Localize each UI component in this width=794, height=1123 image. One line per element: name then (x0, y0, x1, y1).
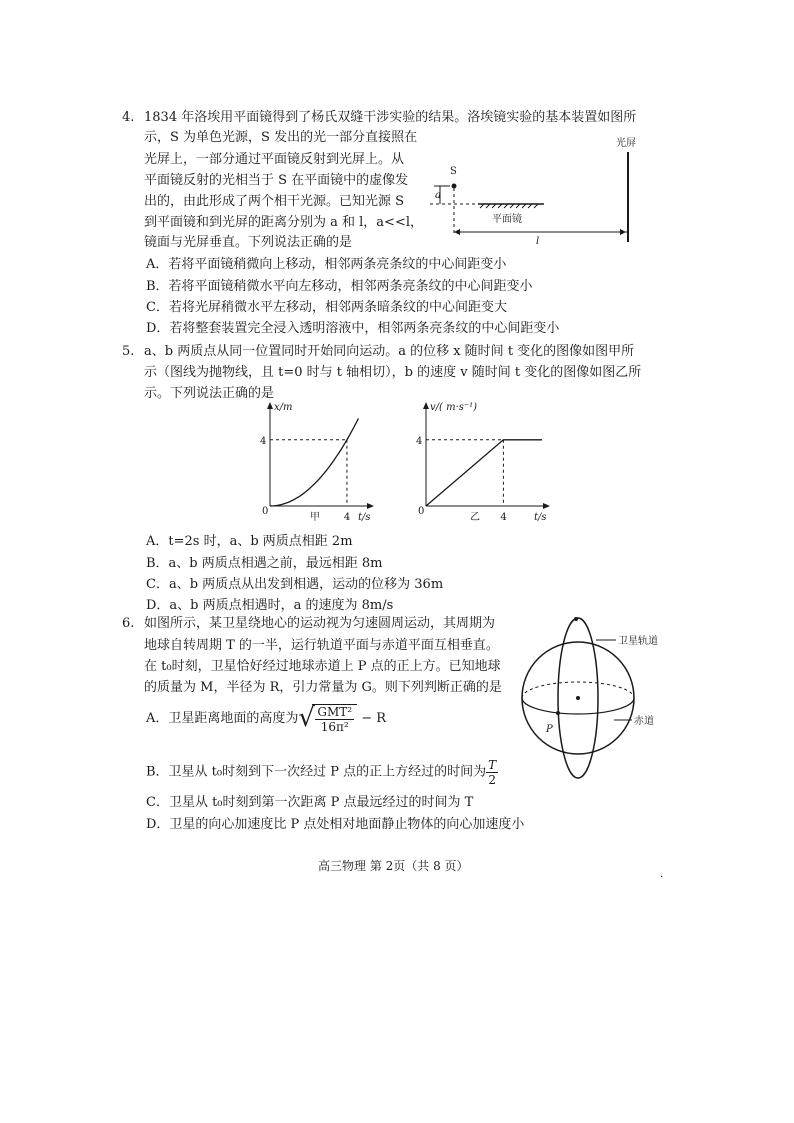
equator-back (522, 682, 634, 698)
q6-text-line4: 的质量为 M，半径为 R，引力常量为 G。则下列判断正确的是 (144, 680, 502, 695)
point-p-dot (556, 711, 560, 715)
chart-jia-origin: 0 (262, 506, 269, 517)
q6-option-a-numerator: GMT² (317, 705, 353, 719)
q4-number: 4. (122, 110, 135, 125)
corner-mark: · (660, 872, 664, 883)
chart-yi-ylabel: v/( m·s⁻¹) (430, 402, 478, 413)
page-footer: 高三物理 第 2页（共 8 页） (318, 859, 469, 873)
chart-yi-xlabel: t/s (534, 512, 547, 523)
q6-option-d: D．卫星的向心加速度比 P 点处相对地面静止物体的向心加速度小 (146, 817, 525, 832)
point-p-label: P (546, 724, 553, 735)
l-arrow-left (454, 229, 460, 235)
chart-yi-caption: 乙 (470, 512, 480, 523)
q6-text-line2: 地球自转周期 T 的一半，运行轨道平面与赤道平面互相垂直。 (144, 638, 499, 653)
chart0-series-line (270, 418, 359, 506)
screen-label: 光屏 (616, 138, 636, 149)
q6-text-line3: 在 t₀时刻，卫星恰好经过地球赤道上 P 点的正上方。已知地球 (144, 659, 501, 674)
mirror-label: 平面镜 (492, 214, 522, 225)
satellite-dot (574, 617, 578, 621)
q4-text-line5: 出的，由此形成了两个相干光源。已知光源 S (144, 194, 405, 209)
sqrt-expression: √ $\frac{\text{GMT²}}{\text{16π²}}$ (298, 704, 357, 734)
q4-option-b: B．若将平面镜稍微水平向左移动，相邻两条亮条纹的中心间距变小 (146, 279, 533, 294)
q4-text-line4: 平面镜反射的光相当于 S 在平面镜中的虚像发 (144, 173, 409, 188)
chart-yi-y-arrow (423, 402, 429, 409)
q4-text-line7: 镜面与光屏垂直。下列说法正确的是 (144, 235, 353, 250)
chart-jia-y-arrow (267, 402, 273, 409)
q4-option-a: A．若将平面镜稍微向上移动，相邻两条亮条纹的中心间距变小 (146, 257, 507, 272)
chart1-x-tick-label: 4 (500, 512, 507, 523)
q6-option-a-prefix: A．卫星距离地面的高度为 (146, 711, 299, 726)
source-dot (452, 184, 457, 189)
q5-text-line3: 示。下列说法正确的是 (144, 386, 275, 401)
q5-option-c: C．a、b 两质点从出发到相遇，运动的位移为 36m (146, 577, 444, 592)
q6-option-b-denominator: 2 (488, 773, 496, 787)
q6-text-line1: 如图所示，某卫星绕地心的运动视为匀速圆周运动，其周期为 (144, 616, 496, 631)
chart0-x-tick-label: 4 (343, 512, 351, 523)
chart1-y-tick-label: 4 (416, 435, 423, 447)
q5-text-line1: a、b 两质点从同一位置同时开始同向运动。a 的位移 x 随时间 t 变化的图像如图甲所 (144, 344, 635, 359)
q5-option-d: D．a、b 两质点相遇时，a 的速度为 8m/s (146, 598, 394, 613)
q5-option-b: B．a、b 两质点相遇之前，最远相距 8m (146, 556, 383, 571)
chart-jia-x-arrow (367, 503, 374, 509)
chart-jia-caption: 甲 (310, 512, 320, 523)
q4-text-line6: 到平面镜和到光屏的距离分别为 a 和 l，a<<l， (144, 215, 423, 230)
equator-label: 赤道 (634, 716, 654, 727)
chart0-y-tick-label: 4 (260, 435, 267, 447)
chart-jia-ylabel: x/m (274, 402, 293, 413)
q6-option-a-denominator: 16π² (320, 720, 349, 734)
chart-yi-origin: 0 (418, 506, 425, 517)
source-label: S (450, 166, 457, 177)
q4-option-c: C．若将光屏稍微水平左移动，相邻两条暗条纹的中心间距变大 (146, 300, 507, 315)
q4-option-d: D．若将整套装置完全浸入透明溶液中，相邻两条亮条纹的中心间距变小 (146, 321, 560, 336)
equator-front (522, 698, 634, 714)
q5-text-line2: 示（图线为抛物线，且 t=0 时与 t 轴相切），b 的速度 v 随时间 t 变化的图像如图乙所 (144, 365, 642, 380)
l-label: l (536, 236, 540, 247)
chart1-series-line (426, 440, 542, 506)
chart-jia-xlabel: t/s (358, 512, 371, 523)
orbit-label: 卫星轨道 (618, 636, 658, 647)
q6-option-b-prefix: B．卫星从 t₀时刻到下一次经过 P 点的正上方经过的时间为 (146, 764, 487, 780)
q6-option-c: C．卫星从 t₀时刻到第一次距离 P 点最远经过的时间为 T (146, 795, 474, 810)
q6-earth-orbit-figure (516, 612, 706, 780)
chart-yi-x-arrow (543, 503, 550, 509)
chart-jia-x-t (248, 396, 378, 524)
q4-lloyd-mirror-figure (420, 132, 650, 250)
l-arrow-right (620, 229, 626, 235)
q6-number: 6. (122, 616, 135, 631)
q4-text-line1: 1834 年洛埃用平面镜得到了杨氏双缝干涉实验的结果。洛埃镜实验的基本装置如图所 (144, 110, 637, 125)
q5-option-a: A．t=2s 时，a、b 两质点相距 2m (146, 534, 353, 549)
earth-center-dot (576, 696, 580, 700)
q6-option-a-suffix: − R (361, 711, 387, 726)
q6-option-b (146, 758, 498, 787)
q6-option-a (146, 704, 386, 734)
q6-option-b-numerator: T (488, 758, 497, 772)
q4-text-line2: 示，S 为单色光源，S 发出的光一部分直接照在 (144, 130, 418, 145)
chart-yi-v-t (404, 396, 554, 524)
q5-number: 5. (122, 344, 135, 359)
q4-text-line3: 光屏上，一部分通过平面镜反射到光屏上。从 (144, 152, 405, 167)
a-label: a (435, 190, 441, 201)
